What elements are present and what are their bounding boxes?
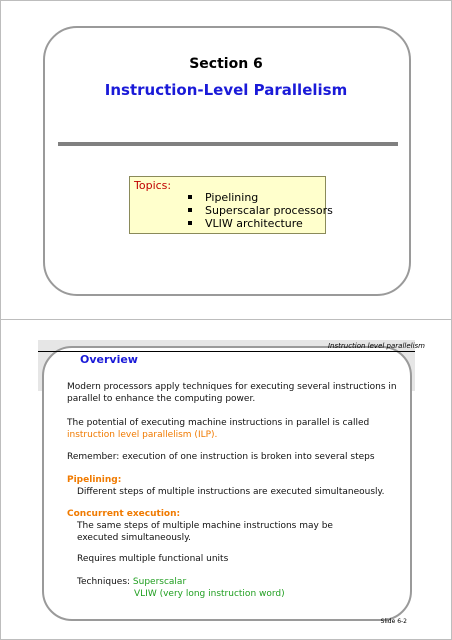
topic-item	[188, 191, 333, 204]
intro-paragraph: Modern processors apply techniques for executing several instructions in parallel to enhance the computing power.	[67, 382, 397, 404]
square-bullet-icon	[188, 195, 192, 199]
concurrent-label: Concurrent execution:	[67, 509, 181, 519]
square-bullet-icon	[188, 221, 192, 225]
pipelining-text: Different steps of multiple instructions are executed simultaneously.	[77, 487, 385, 497]
remember-paragraph: Remember: execution of one instruction is broken into several steps	[67, 452, 375, 462]
requires-text: Requires multiple functional units	[77, 554, 229, 564]
running-header: Instruction level parallelism	[327, 342, 425, 350]
techniques-block	[67, 576, 397, 600]
topics-list	[188, 191, 333, 230]
section-title: Section 6	[189, 56, 263, 72]
pipelining-block	[67, 474, 397, 498]
concurrent-block	[67, 508, 397, 544]
ilp-term: instruction level parallelism (ILP).	[67, 430, 218, 440]
slide-2	[0, 319, 452, 640]
topic-label: Superscalar processors	[205, 204, 333, 217]
pipelining-label: Pipelining:	[67, 475, 122, 485]
topic-item	[188, 217, 333, 230]
ilp-paragraph	[67, 417, 397, 441]
title-divider	[58, 142, 398, 146]
square-bullet-icon	[188, 208, 192, 212]
topics-label: Topics:	[134, 179, 172, 192]
slide-title: Instruction-Level Parallelism	[104, 81, 348, 99]
slide-number: Slide 6-2	[380, 618, 407, 625]
technique-superscalar: Superscalar	[132, 577, 187, 587]
topic-label: VLIW architecture	[205, 217, 303, 230]
concurrent-text: The same steps of multiple machine instructions may be executed simultaneously.	[77, 521, 333, 543]
header-rule	[38, 351, 415, 352]
technique-vliw: VLIW (very long instruction word)	[134, 589, 285, 599]
slide-title: Overview	[80, 353, 138, 366]
ilp-text: The potential of executing machine instructions in parallel is called	[67, 418, 370, 428]
techniques-label: Techniques:	[77, 577, 133, 587]
topic-label: Pipelining	[205, 191, 259, 204]
topic-item	[188, 204, 333, 217]
topics-box	[129, 176, 333, 234]
